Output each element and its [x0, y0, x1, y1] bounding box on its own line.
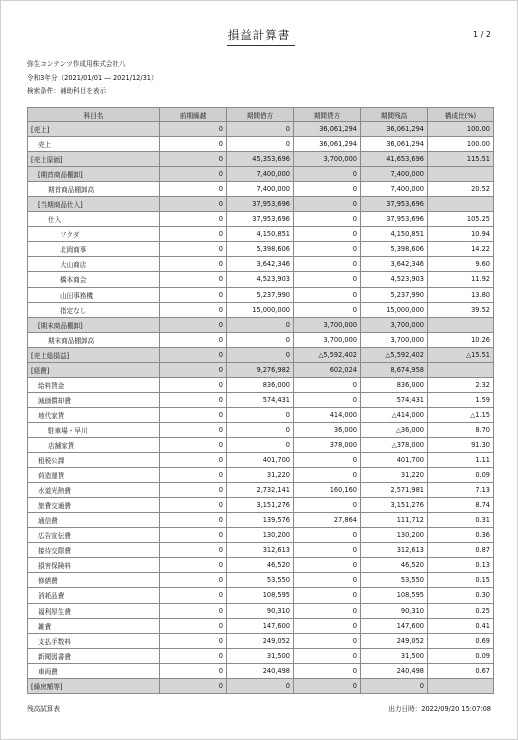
carryover-cell: 0 [160, 332, 227, 347]
debit-cell: 574,431 [227, 392, 294, 407]
debit-cell: 0 [227, 317, 294, 332]
account-name-cell: 新聞図書費 [28, 648, 160, 663]
credit-cell: 0 [294, 468, 361, 483]
table-row [28, 588, 494, 603]
ratio-cell: 1.59 [428, 392, 494, 407]
ratio-cell: 0.30 [428, 588, 494, 603]
carryover-cell: 0 [160, 528, 227, 543]
balance-cell: 147,600 [361, 618, 428, 633]
table-row [28, 528, 494, 543]
balance-cell: 2,571,981 [361, 483, 428, 498]
carryover-cell: 0 [160, 573, 227, 588]
carryover-cell: 0 [160, 377, 227, 392]
ratio-cell: 10.94 [428, 227, 494, 242]
carryover-cell: 0 [160, 588, 227, 603]
table-row [28, 272, 494, 287]
table-row [28, 573, 494, 588]
ratio-cell: 8.70 [428, 422, 494, 437]
credit-cell: 0 [294, 543, 361, 558]
debit-cell: 4,150,851 [227, 227, 294, 242]
debit-cell: 3,642,346 [227, 257, 294, 272]
table-row [28, 513, 494, 528]
ratio-cell: 39.52 [428, 302, 494, 317]
account-name-cell: [期首商品棚卸] [28, 167, 160, 182]
balance-cell: 90,310 [361, 603, 428, 618]
carryover-cell: 0 [160, 272, 227, 287]
ratio-cell: 0.09 [428, 648, 494, 663]
table-row [28, 437, 494, 452]
balance-cell: △5,592,402 [361, 347, 428, 362]
balance-cell: 4,150,851 [361, 227, 428, 242]
carryover-cell: 0 [160, 197, 227, 212]
table-row [28, 227, 494, 242]
table-group-row [28, 197, 494, 212]
balance-cell: 312,613 [361, 543, 428, 558]
account-name-cell: 接待交際費 [28, 543, 160, 558]
footer-report-name: 残高試算表 [27, 705, 60, 713]
debit-cell: 5,398,606 [227, 242, 294, 257]
carryover-cell: 0 [160, 152, 227, 167]
balance-cell: 41,653,696 [361, 152, 428, 167]
column-header-carryover: 前期繰越 [160, 108, 227, 122]
carryover-cell: 0 [160, 678, 227, 693]
table-row [28, 453, 494, 468]
ratio-cell: 20.52 [428, 182, 494, 197]
credit-cell: 0 [294, 573, 361, 588]
account-name-cell: [経費] [28, 362, 160, 377]
credit-cell: 160,160 [294, 483, 361, 498]
account-name-cell: 山田事務機 [28, 287, 160, 302]
carryover-cell: 0 [160, 182, 227, 197]
debit-cell: 240,498 [227, 663, 294, 678]
carryover-cell: 0 [160, 122, 227, 137]
account-name-cell: [売上総損益] [28, 347, 160, 362]
column-header-ratio: 構成比(%) [428, 108, 494, 122]
balance-cell: 249,052 [361, 633, 428, 648]
debit-cell: 37,953,696 [227, 197, 294, 212]
balance-cell: 31,220 [361, 468, 428, 483]
balance-cell: 53,550 [361, 573, 428, 588]
ratio-cell [428, 197, 494, 212]
report-period: 令和3年分（2021/01/01 ― 2021/12/31） [27, 73, 158, 82]
carryover-cell: 0 [160, 648, 227, 663]
table-row [28, 558, 494, 573]
balance-cell: 130,200 [361, 528, 428, 543]
carryover-cell: 0 [160, 618, 227, 633]
balance-cell: 36,061,294 [361, 137, 428, 152]
carryover-cell: 0 [160, 257, 227, 272]
ratio-cell: 105.25 [428, 212, 494, 227]
ratio-cell: 0.36 [428, 528, 494, 543]
credit-cell: 0 [294, 648, 361, 663]
debit-cell: 5,237,990 [227, 287, 294, 302]
carryover-cell: 0 [160, 558, 227, 573]
credit-cell: 3,700,000 [294, 152, 361, 167]
debit-cell: 37,953,696 [227, 212, 294, 227]
ratio-cell: 8.74 [428, 498, 494, 513]
account-name-cell: 修繕費 [28, 573, 160, 588]
title-underline [227, 45, 295, 46]
credit-cell: 3,700,000 [294, 317, 361, 332]
table-row [28, 648, 494, 663]
account-name-cell: 租税公課 [28, 453, 160, 468]
balance-cell: 37,953,696 [361, 197, 428, 212]
carryover-cell: 0 [160, 633, 227, 648]
carryover-cell: 0 [160, 362, 227, 377]
credit-cell: 36,000 [294, 422, 361, 437]
table-row [28, 212, 494, 227]
account-name-cell: 荷造運賃 [28, 468, 160, 483]
debit-cell: 312,613 [227, 543, 294, 558]
ratio-cell: 14.22 [428, 242, 494, 257]
debit-cell: 3,151,276 [227, 498, 294, 513]
account-name-cell: 地代家賃 [28, 407, 160, 422]
page-number: 1 / 2 [473, 30, 491, 39]
account-name-cell: [期末商品棚卸] [28, 317, 160, 332]
balance-cell: 46,520 [361, 558, 428, 573]
ratio-cell: 2.32 [428, 377, 494, 392]
credit-cell: 0 [294, 227, 361, 242]
carryover-cell: 0 [160, 302, 227, 317]
debit-cell: 31,220 [227, 468, 294, 483]
debit-cell: 0 [227, 347, 294, 362]
table-group-row [28, 152, 494, 167]
debit-cell: 249,052 [227, 633, 294, 648]
carryover-cell: 0 [160, 167, 227, 182]
debit-cell: 90,310 [227, 603, 294, 618]
balance-cell: 240,498 [361, 663, 428, 678]
profit-loss-table [27, 107, 494, 694]
carryover-cell: 0 [160, 437, 227, 452]
page-title: 損益計算書 [227, 28, 291, 42]
credit-cell: 0 [294, 182, 361, 197]
credit-cell: 602,024 [294, 362, 361, 377]
debit-cell: 0 [227, 122, 294, 137]
debit-cell: 147,600 [227, 618, 294, 633]
account-name-cell: 大山商店 [28, 257, 160, 272]
table-group-row [28, 362, 494, 377]
debit-cell: 836,000 [227, 377, 294, 392]
carryover-cell: 0 [160, 422, 227, 437]
column-header-credit: 期間貸方 [294, 108, 361, 122]
table-row [28, 543, 494, 558]
ratio-cell: 0.09 [428, 468, 494, 483]
debit-cell: 46,520 [227, 558, 294, 573]
table-body [28, 122, 494, 694]
table-header-row [28, 108, 494, 122]
credit-cell: 414,000 [294, 407, 361, 422]
account-name-cell: 期首商品棚卸高 [28, 182, 160, 197]
balance-cell: △414,000 [361, 407, 428, 422]
debit-cell: 53,550 [227, 573, 294, 588]
ratio-cell: 100.00 [428, 122, 494, 137]
account-name-cell: 福利厚生費 [28, 603, 160, 618]
ratio-cell: 9.60 [428, 257, 494, 272]
balance-cell: 0 [361, 678, 428, 693]
carryover-cell: 0 [160, 392, 227, 407]
credit-cell: 0 [294, 377, 361, 392]
ratio-cell: 0.87 [428, 543, 494, 558]
column-header-debit: 期間借方 [227, 108, 294, 122]
balance-cell: △378,000 [361, 437, 428, 452]
ratio-cell: 100.00 [428, 137, 494, 152]
carryover-cell: 0 [160, 227, 227, 242]
credit-cell: 0 [294, 392, 361, 407]
balance-cell: 3,642,346 [361, 257, 428, 272]
account-name-cell: 雑費 [28, 618, 160, 633]
credit-cell: 0 [294, 257, 361, 272]
ratio-cell: 0.13 [428, 558, 494, 573]
debit-cell: 15,000,000 [227, 302, 294, 317]
debit-cell: 0 [227, 437, 294, 452]
account-name-cell: 通信費 [28, 513, 160, 528]
balance-cell: 8,674,958 [361, 362, 428, 377]
credit-cell: △5,592,402 [294, 347, 361, 362]
debit-cell: 0 [227, 137, 294, 152]
table-row [28, 468, 494, 483]
ratio-cell: 0.15 [428, 573, 494, 588]
table-row [28, 603, 494, 618]
balance-cell: 3,151,276 [361, 498, 428, 513]
account-name-cell: 旅費交通費 [28, 498, 160, 513]
carryover-cell: 0 [160, 603, 227, 618]
balance-cell: 574,431 [361, 392, 428, 407]
account-name-cell: [売上原価] [28, 152, 160, 167]
table-row [28, 633, 494, 648]
table-row [28, 302, 494, 317]
balance-cell: 5,398,606 [361, 242, 428, 257]
debit-cell: 45,353,696 [227, 152, 294, 167]
credit-cell: 0 [294, 633, 361, 648]
credit-cell: 0 [294, 302, 361, 317]
credit-cell: 0 [294, 272, 361, 287]
ratio-cell: △1.15 [428, 407, 494, 422]
ratio-cell: 0.31 [428, 513, 494, 528]
account-name-cell: フクダ [28, 227, 160, 242]
balance-cell: 4,523,903 [361, 272, 428, 287]
table-row [28, 182, 494, 197]
table-row [28, 257, 494, 272]
ratio-cell: 91.30 [428, 437, 494, 452]
account-name-cell: 消耗品費 [28, 588, 160, 603]
balance-cell: 5,237,990 [361, 287, 428, 302]
debit-cell: 2,732,141 [227, 483, 294, 498]
balance-cell: △36,000 [361, 422, 428, 437]
ratio-cell: 0.41 [428, 618, 494, 633]
table-row [28, 377, 494, 392]
ratio-cell: 13.80 [428, 287, 494, 302]
carryover-cell: 0 [160, 212, 227, 227]
credit-cell: 0 [294, 588, 361, 603]
credit-cell: 0 [294, 287, 361, 302]
ratio-cell [428, 167, 494, 182]
credit-cell: 27,864 [294, 513, 361, 528]
debit-cell: 7,400,000 [227, 182, 294, 197]
ratio-cell: 0.25 [428, 603, 494, 618]
balance-cell: 3,700,000 [361, 317, 428, 332]
debit-cell: 7,400,000 [227, 167, 294, 182]
debit-cell: 4,523,903 [227, 272, 294, 287]
carryover-cell: 0 [160, 407, 227, 422]
credit-cell: 3,700,000 [294, 332, 361, 347]
carryover-cell: 0 [160, 242, 227, 257]
company-name: 弥生コンテンツ作成用株式会社八 [27, 60, 126, 68]
debit-cell: 0 [227, 407, 294, 422]
account-name-cell: 指定なし [28, 302, 160, 317]
table-row [28, 332, 494, 347]
table-row [28, 483, 494, 498]
ratio-cell: 0.69 [428, 633, 494, 648]
table-row [28, 137, 494, 152]
credit-cell: 0 [294, 212, 361, 227]
credit-cell: 0 [294, 528, 361, 543]
carryover-cell: 0 [160, 287, 227, 302]
balance-cell: 7,400,000 [361, 167, 428, 182]
account-name-cell: [売上] [28, 122, 160, 137]
debit-cell: 401,700 [227, 453, 294, 468]
table-group-row [28, 122, 494, 137]
credit-cell: 0 [294, 453, 361, 468]
debit-cell: 108,595 [227, 588, 294, 603]
balance-cell: 836,000 [361, 377, 428, 392]
balance-cell: 3,700,000 [361, 332, 428, 347]
debit-cell: 0 [227, 422, 294, 437]
ratio-cell [428, 317, 494, 332]
table-row [28, 498, 494, 513]
ratio-cell: 10.26 [428, 332, 494, 347]
debit-cell: 139,576 [227, 513, 294, 528]
table-row [28, 392, 494, 407]
account-name-cell: 売上 [28, 137, 160, 152]
carryover-cell: 0 [160, 483, 227, 498]
ratio-cell: 115.51 [428, 152, 494, 167]
carryover-cell: 0 [160, 498, 227, 513]
balance-cell: 36,061,294 [361, 122, 428, 137]
column-header-account: 科目名 [28, 108, 160, 122]
debit-cell: 31,500 [227, 648, 294, 663]
account-name-cell: [繰戻額等] [28, 678, 160, 693]
carryover-cell: 0 [160, 663, 227, 678]
credit-cell: 0 [294, 197, 361, 212]
carryover-cell: 0 [160, 468, 227, 483]
account-name-cell: 給料賃金 [28, 377, 160, 392]
search-condition: 検索条件：補助科目を表示 [27, 87, 107, 96]
table-row [28, 407, 494, 422]
carryover-cell: 0 [160, 543, 227, 558]
balance-cell: 37,953,696 [361, 212, 428, 227]
carryover-cell: 0 [160, 513, 227, 528]
ratio-cell: 1.11 [428, 453, 494, 468]
credit-cell: 0 [294, 167, 361, 182]
account-name-cell: 橋本商会 [28, 272, 160, 287]
ratio-cell: △15.51 [428, 347, 494, 362]
account-name-cell: 店舗家賃 [28, 437, 160, 452]
ratio-cell [428, 678, 494, 693]
account-name-cell: 車両費 [28, 663, 160, 678]
balance-cell: 108,595 [361, 588, 428, 603]
table-row [28, 242, 494, 257]
carryover-cell: 0 [160, 453, 227, 468]
table-row [28, 618, 494, 633]
table-row [28, 287, 494, 302]
table-group-row [28, 678, 494, 693]
account-name-cell: 支払手数料 [28, 633, 160, 648]
account-name-cell: 減価償却費 [28, 392, 160, 407]
account-name-cell: 期末商品棚卸高 [28, 332, 160, 347]
account-name-cell: 駐車場・早川 [28, 422, 160, 437]
credit-cell: 0 [294, 678, 361, 693]
balance-cell: 111,712 [361, 513, 428, 528]
debit-cell: 9,276,982 [227, 362, 294, 377]
footer-output-datetime: 出力日時：2022/09/20 15:07:08 [388, 705, 491, 713]
table-row [28, 422, 494, 437]
credit-cell: 0 [294, 498, 361, 513]
table-group-row [28, 347, 494, 362]
account-name-cell: 損害保険料 [28, 558, 160, 573]
credit-cell: 36,061,294 [294, 137, 361, 152]
carryover-cell: 0 [160, 347, 227, 362]
table-row [28, 663, 494, 678]
credit-cell: 0 [294, 618, 361, 633]
account-name-cell: 仕入 [28, 212, 160, 227]
ratio-cell: 11.92 [428, 272, 494, 287]
balance-cell: 7,400,000 [361, 182, 428, 197]
carryover-cell: 0 [160, 137, 227, 152]
debit-cell: 0 [227, 332, 294, 347]
ratio-cell: 0.67 [428, 663, 494, 678]
account-name-cell: [当期商品仕入] [28, 197, 160, 212]
credit-cell: 0 [294, 242, 361, 257]
account-name-cell: 北岡商事 [28, 242, 160, 257]
credit-cell: 0 [294, 603, 361, 618]
debit-cell: 130,200 [227, 528, 294, 543]
debit-cell: 0 [227, 678, 294, 693]
credit-cell: 0 [294, 663, 361, 678]
balance-cell: 31,500 [361, 648, 428, 663]
table-group-row [28, 167, 494, 182]
ratio-cell: 7.13 [428, 483, 494, 498]
account-name-cell: 水道光熱費 [28, 483, 160, 498]
credit-cell: 36,061,294 [294, 122, 361, 137]
report-meta [27, 58, 158, 99]
credit-cell: 0 [294, 558, 361, 573]
table-group-row [28, 317, 494, 332]
credit-cell: 378,000 [294, 437, 361, 452]
balance-cell: 401,700 [361, 453, 428, 468]
column-header-balance: 期間残高 [361, 108, 428, 122]
ratio-cell [428, 362, 494, 377]
account-name-cell: 広告宣伝費 [28, 528, 160, 543]
balance-cell: 15,000,000 [361, 302, 428, 317]
carryover-cell: 0 [160, 317, 227, 332]
